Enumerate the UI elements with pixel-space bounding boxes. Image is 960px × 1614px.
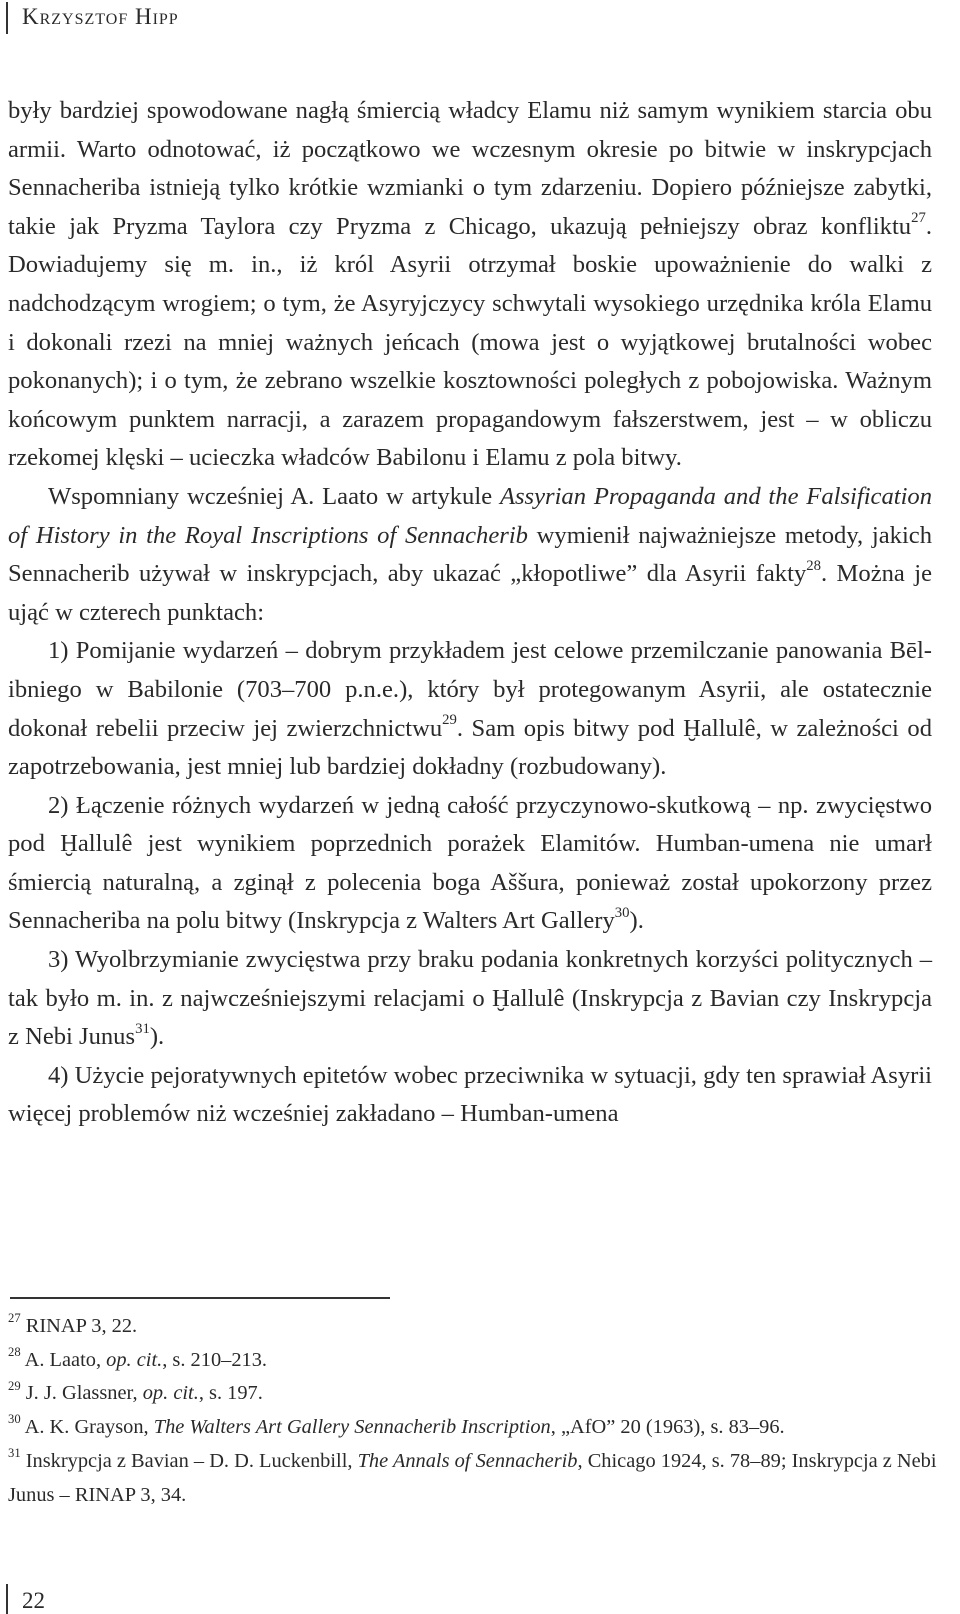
footer-rule (6, 1584, 8, 1614)
footnote-number: 30 (8, 1412, 21, 1427)
paragraph-6 (8, 1057, 932, 1134)
main-text (8, 92, 932, 1134)
text-run: 1) Pomijanie wydarzeń – dobrym przykładem jest celowe przemilczanie panowania Bēl-ibniego w Babilonie (703–700 p.n.e.), który był protegowanym Asyrii, ale ostatecznie dokonał rebelii przeciw jej zwierzchnictwu (8, 637, 932, 742)
paragraph-3 (8, 632, 932, 786)
text-run: 4) Użycie pejoratywnych epitetów wobec przeciwnika w sytuacji, gdy ten sprawiał Asyrii więcej problemów niż wcześniej zakładano – Humban-umena (8, 1061, 932, 1128)
footnote-text: J. J. Glassner, (25, 1382, 143, 1405)
footnote-28 (8, 1344, 938, 1378)
footnote-separator (10, 1297, 390, 1299)
header-rule (6, 2, 8, 34)
footnote-text: A. Laato, (24, 1348, 107, 1371)
page-number: 22 (22, 1588, 45, 1613)
footnote-ref: 27 (911, 210, 926, 227)
text-run: wymienił najważniejsze metody, jakich Sennacherib używał w inskrypcjach, aby ukazać „kłopotliwe” dla Asyrii fakty (8, 521, 932, 588)
footnote-30 (8, 1411, 938, 1445)
footnote-italic: op. cit. (142, 1382, 199, 1405)
text-run: były bardziej spowodowane nagłą śmiercią władcy Elamu niż samym wynikiem starcia obu armii. Warto odnotować, iż początkowo we wczesnym okresie po bitwie w inskrypcjach Sennacheriba istnieją tylko krótkie wzmianki o tym zdarzeniu. Dopiero późniejsze zabytki, takie jak Pryzma Taylora czy Pryzma z Chicago, ukazują pełniejszy obraz konfliktu (8, 97, 932, 240)
footnote-text: , s. 210–213. (162, 1348, 268, 1371)
footnote-number: 28 (8, 1345, 21, 1360)
footnote-29 (8, 1377, 938, 1411)
footnote-text: , Chicago 1924, s. 78–89; Inskrypcja z Nebi Junus – RINAP 3, 34. (8, 1449, 937, 1506)
footnote-italic: The Walters Art Gallery Sennacherib Inscription (153, 1416, 551, 1439)
footnote-ref: 29 (442, 712, 457, 729)
footnote-ref: 30 (614, 905, 630, 922)
footnote-text: A. K. Grayson, (24, 1416, 154, 1439)
running-head: Krzysztof Hipp (22, 4, 179, 29)
text-run: . Dowiadujemy się m. in., iż król Asyrii otrzymał boskie upoważnienie do walki z nadchodzącym wrogiem; o tym, że Asyryjczycy schwytali wysokiego urzędnika króla Elamu i dokonali rzezi na mniej ważnych jeńcach (mowa jest o wyjątkowej brutalności wobec pokonanych); i o tym, że zebrano wszelkie kosztowności poległych z pobojowiska. Ważnym końcowym punktem narracji, a zarazem propagandowym fałszerstwem, jest – w obliczu rzekomej klęski – ucieczka władców Babilonu i Elamu z pola bitwy. (8, 212, 932, 472)
footnote-italic: The Annals of Sennacherib (357, 1449, 578, 1472)
text-run: 2) Łączenie różnych wydarzeń w jedną całość przyczynowo-skutkową – np. zwycięstwo pod Ḫallulê jest wynikiem poprzednich porażek Elamitów. Humban-umena nie umarł śmiercią naturalną, a zginął z polecenia boga Aššura, ponieważ został upokorzony przez Sennacheriba na polu bitwy (Inskrypcja z Walters Art Gallery (8, 791, 932, 935)
footnote-text: , „AfO” 20 (1963), s. 83–96. (550, 1416, 785, 1439)
footnote-number: 31 (8, 1446, 21, 1461)
paragraph-5 (8, 941, 932, 1057)
footnote-number: 29 (8, 1378, 21, 1393)
text-run: . Sam opis bitwy pod Ḫallulê, w zależności od zapotrzebowania, jest mniej lub bardziej dokładny (rozbudowany). (8, 714, 932, 781)
text-run: 3) Wyolbrzymianie zwycięstwa przy braku podania konkretnych korzyści politycznych – tak było m. in. z najwcześniejszymi relacjami o Ḫallulê (Inskrypcja z Bavian czy Inskrypcja z Nebi Junus (8, 946, 932, 1051)
footnote-ref: 28 (806, 557, 821, 574)
footnote-ref: 31 (135, 1020, 150, 1037)
footnotes (8, 1310, 938, 1512)
paragraph-1 (8, 92, 932, 478)
text-run: . Można je ująć w czterech punktach: (8, 560, 932, 626)
text-run: ). (629, 907, 644, 935)
paragraph-2 (8, 478, 932, 632)
footnote-27 (8, 1310, 938, 1344)
footnote-text: Inskrypcja z Bavian – D. D. Luckenbill, (25, 1449, 358, 1472)
article-title: Assyrian Propaganda and the Falsification of History in the Royal Inscriptions of Sennacherib (8, 482, 933, 549)
paragraph-4 (8, 787, 932, 941)
footnote-text: , s. 197. (198, 1382, 263, 1405)
text-run: Wspomniany wcześniej A. Laato w artykule (48, 482, 500, 510)
footnote-number: 27 (8, 1311, 21, 1326)
text-run: ). (149, 1023, 165, 1051)
footnote-italic: op. cit. (106, 1348, 163, 1371)
footnote-text: RINAP 3, 22. (25, 1315, 138, 1337)
footnote-31 (8, 1445, 938, 1512)
